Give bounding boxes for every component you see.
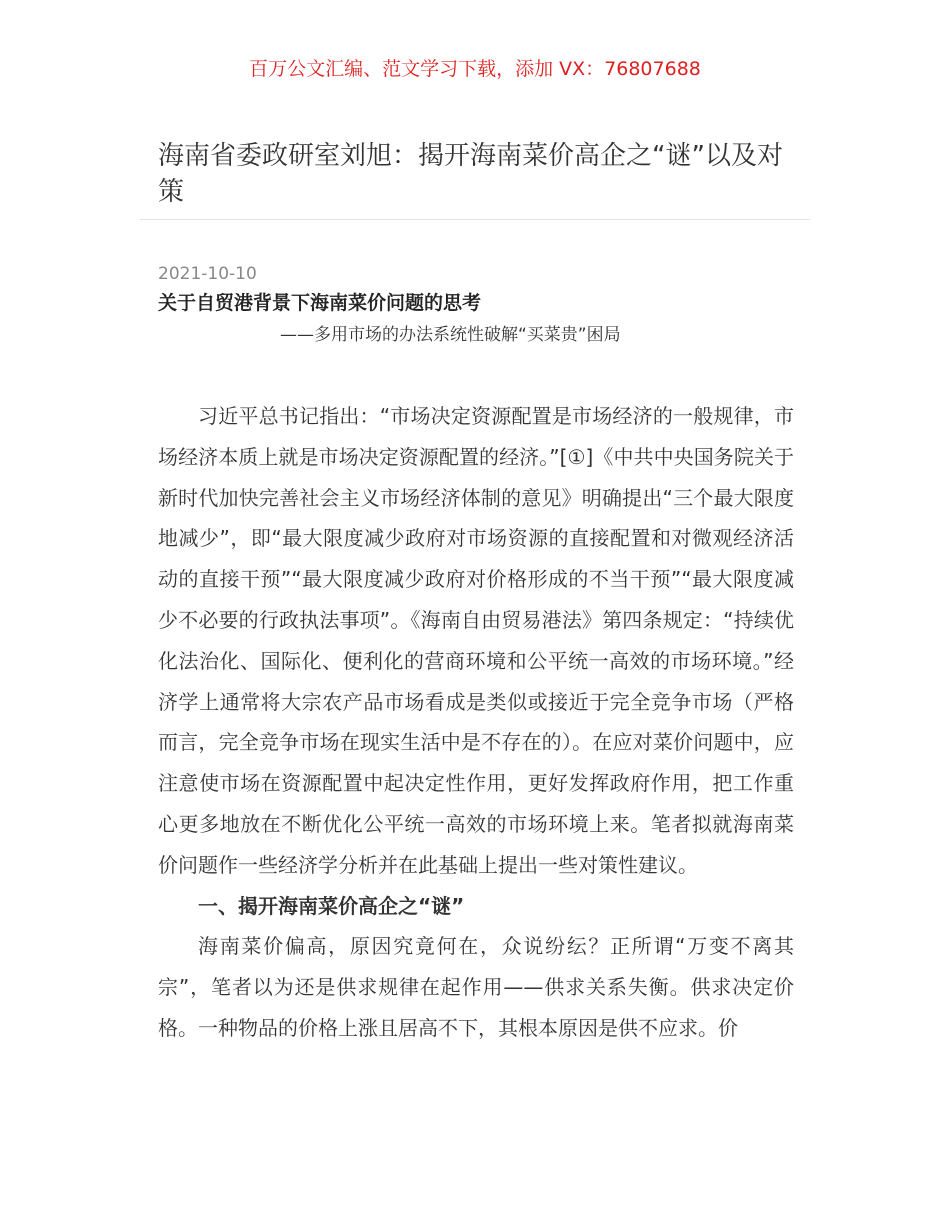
article-title: 海南省委政研室刘旭：揭开海南菜价高企之“谜”以及对策: [158, 141, 783, 207]
paragraph-2: 海南菜价偏高，原因究竟何在，众说纷纭？正所谓“万变不离其宗”，笔者以为还是供求规律在起作用——供求关系失衡。供求决定价格。一种物品的价格上涨且居高不下，其根本原因是供不应求。价: [158, 934, 794, 1040]
publish-date: 2021-10-10: [158, 264, 257, 284]
section-heading-1: 一、揭开海南菜价高企之“谜”: [198, 893, 465, 918]
download-banner: 百万公文汇编、范文学习下载，添加 VX：76807688: [249, 58, 701, 80]
paragraph-1: 习近平总书记指出：“市场决定资源配置是市场经济的一般规律，市场经济本质上就是市场决定资源配置的经济。”[①]《中共中央国务院关于新时代加快完善社会主义市场经济体制的意见》明确提出“三个最大限度地减少”，即“最大限度减少政府对市场资源的直接配置和对微观经济活动的直接干预”“最大限度减少政府对价格形成的不当干预”“最大限度减少不必要的行政执法事项”。《海南自由贸易港法》第四条规定：“持续优化法治化、国际化、便利化的营商环境和公平统一高效的市场环境。”经济学上通常将大宗农产品市场看成是类似或接近于完全竞争市场（严格而言，完全竞争市场在现实生活中是不存在的）。在应对菜价问题中，应注意使市场在资源配置中起决定性作用，更好发挥政府作用，把工作重心更多地放在不断优化公平统一高效的市场环境上来。笔者拟就海南菜价问题作一些经济学分析并在此基础上提出一些对策性建议。: [158, 404, 794, 877]
article-body: [158, 396, 794, 1049]
title-divider: [140, 219, 810, 220]
article-subtitle: 关于自贸港背景下海南菜价问题的思考: [158, 292, 482, 314]
article-sub-subtitle: ——多用市场的办法系统性破解“买菜贵”困局: [280, 325, 621, 345]
